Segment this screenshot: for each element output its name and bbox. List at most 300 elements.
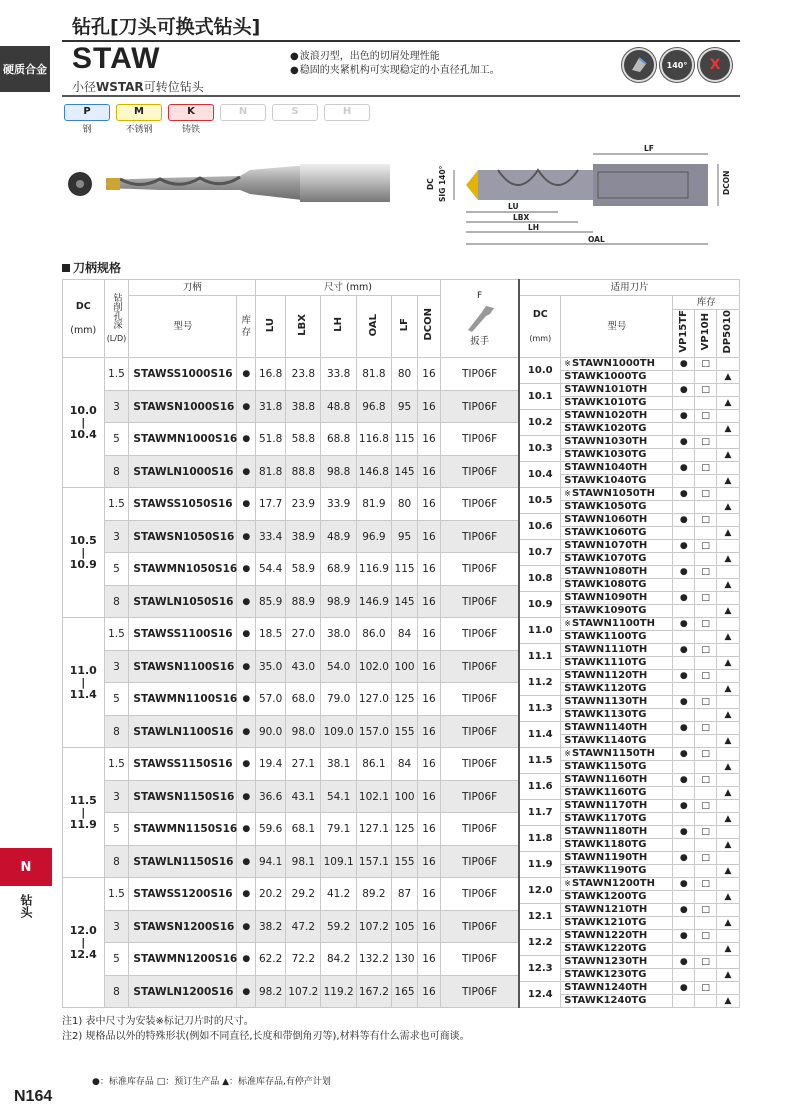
holder-model: STAWMN1000S16 [129,423,237,456]
grade-2-stock: □ [695,774,717,787]
holder-model: STAWSN1150S16 [129,780,237,813]
holder-model: STAWMN1050S16 [129,553,237,586]
section-tab[interactable]: N [0,848,52,886]
stock-legend: ●：标准库存品 □：预订生产品 ▲：标准库存品,有停产计划 [92,1077,331,1087]
grade-1-stock: ● [673,566,695,579]
grade-2-stock: □ [695,956,717,969]
holder-lf: 100 [392,780,418,813]
insert-model: STAWK1100TG [561,631,673,644]
insert-model: STAWN1090TH [561,592,673,605]
group-dc: 10.0 | 10.4 [63,358,105,488]
grade-2-stock: □ [695,722,717,735]
insert-model: STAWK1010TG [561,397,673,410]
grade-3-stock [716,826,739,839]
th-grade-3: DP5010 [721,310,733,354]
grade-1-stock: ● [673,748,695,761]
insert-dc: 10.1 [519,384,561,410]
group-dc: 12.0 | 12.4 [63,878,105,1008]
category-title: 钻孔[刀头可换式钻头] [72,16,261,38]
holder-stock: ● [237,488,256,521]
holder-lh: 79.1 [321,813,356,846]
grade-1-stock: ● [673,930,695,943]
grade-3-stock: ▲ [716,397,739,410]
grade-2-stock [695,423,717,436]
insert-dc: 11.3 [519,696,561,722]
grade-1-stock [673,449,695,462]
material-code: H [324,104,370,121]
holder-oal: 157.1 [356,845,391,878]
holder-stock: ● [237,780,256,813]
holder-lu: 85.9 [256,585,286,618]
grade-1-stock: ● [673,488,695,501]
grade-2-stock: □ [695,800,717,813]
holder-lu: 57.0 [256,683,286,716]
insert-dc: 11.4 [519,722,561,748]
holder-oal: 81.8 [356,358,391,391]
insert-dc: 10.9 [519,592,561,618]
holder-lf: 145 [392,585,418,618]
holder-dcon: 16 [418,683,441,716]
holder-oal: 89.2 [356,878,391,911]
holder-lh: 38.1 [321,748,356,781]
holder-ld: 8 [104,845,129,878]
holder-dcon: 16 [418,780,441,813]
holder-oal: 146.8 [356,455,391,488]
holder-lf: 155 [392,845,418,878]
holder-lbx: 23.9 [286,488,321,521]
insert-dc: 11.8 [519,826,561,852]
holder-stock: ● [237,650,256,683]
grade-3-stock [716,592,739,605]
holder-lf: 84 [392,748,418,781]
grade-3-stock: ▲ [716,423,739,436]
spec-table [62,279,740,1008]
holder-lh: 68.9 [321,553,356,586]
holder-wrench: TIP06F [440,878,519,911]
holder-ld: 8 [104,455,129,488]
holder-lf: 80 [392,488,418,521]
th-ins-stock: 库存 [673,296,740,310]
grade-1-stock [673,735,695,748]
holder-lh: 38.0 [321,618,356,651]
grade-2-stock [695,969,717,982]
grade-3-stock: ▲ [716,527,739,540]
grade-3-stock [716,982,739,995]
holder-oal: 86.1 [356,748,391,781]
holder-lu: 36.6 [256,780,286,813]
holder-lf: 115 [392,553,418,586]
feature-list [290,50,500,78]
grade-3-stock: ▲ [716,553,739,566]
holder-oal: 146.9 [356,585,391,618]
insert-icon [622,48,656,82]
holder-wrench: TIP06F [440,423,519,456]
table-row [63,553,740,560]
holder-lu: 31.8 [256,390,286,423]
material-p [64,104,110,133]
insert-dc: 10.6 [519,514,561,540]
holder-stock: ● [237,520,256,553]
grade-2-stock [695,709,717,722]
insert-model: STAWK1070TG [561,553,673,566]
grade-1-stock: ● [673,514,695,527]
insert-dc: 10.2 [519,410,561,436]
holder-lf: 130 [392,943,418,976]
grade-3-stock [716,410,739,423]
holder-wrench: TIP06F [440,585,519,618]
holder-lh: 84.2 [321,943,356,976]
holder-lu: 35.0 [256,650,286,683]
grade-1-stock: ● [673,722,695,735]
grade-1-stock [673,553,695,566]
grade-1-stock: ● [673,774,695,787]
holder-model: STAWSN1100S16 [129,650,237,683]
grade-1-stock: ● [673,670,695,683]
holder-lh: 54.0 [321,650,356,683]
grade-3-stock: ▲ [716,657,739,670]
holder-lh: 109.0 [321,715,356,748]
insert-model: STAWN1140TH [561,722,673,735]
insert-model: STAWK1170TG [561,813,673,826]
grade-2-stock: □ [695,514,717,527]
grade-1-stock [673,995,695,1008]
holder-stock: ● [237,618,256,651]
th-grade-2: VP10H [699,313,711,351]
grade-1-stock: ● [673,540,695,553]
insert-model: STAWK1240TG [561,995,673,1008]
holder-oal: 102.1 [356,780,391,813]
grade-2-stock: □ [695,748,717,761]
holder-dcon: 16 [418,943,441,976]
th-insert: 适用刀片 [519,280,739,296]
holder-stock: ● [237,910,256,943]
holder-lu: 19.4 [256,748,286,781]
grade-3-stock: ▲ [716,735,739,748]
holder-oal: 116.9 [356,553,391,586]
grade-1-stock [673,397,695,410]
holder-lf: 95 [392,390,418,423]
holder-model: STAWLN1200S16 [129,975,237,1008]
holder-stock: ● [237,358,256,391]
grade-3-stock [716,722,739,735]
holder-lbx: 38.8 [286,390,321,423]
grade-1-stock [673,891,695,904]
grade-2-stock [695,371,717,384]
insert-dc: 11.2 [519,670,561,696]
dim-oal: OAL [588,235,605,244]
holder-wrench: TIP06F [440,618,519,651]
holder-dcon: 16 [418,585,441,618]
insert-model: STAWK1120TG [561,683,673,696]
footnotes [62,1014,470,1044]
grade-2-stock [695,813,717,826]
insert-model: STAWK1040TG [561,475,673,488]
footnote: 注2) 规格品以外的特殊形状(例如不同直径,长度和带倒角刃等),材料等有什么需求也可商谈。 [62,1031,470,1042]
grade-1-stock: ● [673,644,695,657]
holder-lbx: 72.2 [286,943,321,976]
grade-1-stock [673,501,695,514]
grade-1-stock: ● [673,592,695,605]
grade-1-stock: ● [673,618,695,631]
holder-dcon: 16 [418,618,441,651]
holder-model: STAWLN1150S16 [129,845,237,878]
grade-2-stock: □ [695,930,717,943]
grade-1-stock: ● [673,462,695,475]
insert-model: STAWN1010TH [561,384,673,397]
insert-model: ※STAWN1100TH [561,618,673,631]
grade-1-stock [673,579,695,592]
holder-lu: 90.0 [256,715,286,748]
holder-lbx: 38.9 [286,520,321,553]
grade-1-stock [673,475,695,488]
holder-stock: ● [237,975,256,1008]
grade-1-stock [673,683,695,696]
insert-dc: 11.6 [519,774,561,800]
holder-lh: 98.8 [321,455,356,488]
spec-heading: 刀柄规格 [62,259,121,276]
insert-model: STAWK1130TG [561,709,673,722]
insert-dc: 12.0 [519,878,561,904]
grade-2-stock [695,787,717,800]
holder-lbx: 107.2 [286,975,321,1008]
holder-wrench: TIP06F [440,748,519,781]
holder-model: STAWSN1000S16 [129,390,237,423]
holder-model: STAWMN1100S16 [129,683,237,716]
holder-ld: 3 [104,650,129,683]
holder-oal: 127.0 [356,683,391,716]
insert-model: STAWK1020TG [561,423,673,436]
grade-2-stock [695,397,717,410]
th-stock: 库存 [237,296,256,358]
holder-lh: 54.1 [321,780,356,813]
dim-lu: LU [508,202,519,211]
grade-3-stock [716,670,739,683]
holder-lh: 98.9 [321,585,356,618]
grade-2-stock: □ [695,488,717,501]
grade-3-stock [716,514,739,527]
holder-lf: 145 [392,455,418,488]
insert-model: STAWK1180TG [561,839,673,852]
grade-1-stock [673,787,695,800]
table-row [63,618,740,625]
grade-3-stock: ▲ [716,865,739,878]
holder-lf: 125 [392,813,418,846]
holder-lh: 109.1 [321,845,356,878]
holder-stock: ● [237,553,256,586]
holder-lh: 41.2 [321,878,356,911]
holder-dcon: 16 [418,813,441,846]
header-rule [62,40,740,42]
holder-stock: ● [237,715,256,748]
grade-3-stock: ▲ [716,631,739,644]
grade-1-stock [673,423,695,436]
dimension-diagram [418,140,744,252]
holder-model: STAWMN1200S16 [129,943,237,976]
material-h [324,104,370,133]
holder-lbx: 43.1 [286,780,321,813]
insert-model: STAWN1160TH [561,774,673,787]
dim-sig: SIG 140° [438,165,447,202]
holder-ld: 5 [104,943,129,976]
insert-model: STAWN1110TH [561,644,673,657]
holder-dcon: 16 [418,878,441,911]
material-n [220,104,266,133]
grade-2-stock: □ [695,904,717,917]
grade-3-stock: ▲ [716,891,739,904]
holder-oal: 102.0 [356,650,391,683]
material-code: K [168,104,214,121]
grade-2-stock [695,865,717,878]
grade-1-stock [673,865,695,878]
holder-ld: 8 [104,975,129,1008]
grade-1-stock: ● [673,436,695,449]
holder-model: STAWLN1050S16 [129,585,237,618]
th-model: 型号 [129,296,237,358]
grade-3-stock: ▲ [716,371,739,384]
grade-1-stock: ● [673,384,695,397]
grade-3-stock [716,462,739,475]
holder-lbx: 68.0 [286,683,321,716]
grade-2-stock [695,579,717,592]
insert-model: STAWK1080TG [561,579,673,592]
insert-model: STAWN1230TH [561,956,673,969]
grade-3-stock [716,774,739,787]
holder-ld: 5 [104,553,129,586]
holder-lu: 59.6 [256,813,286,846]
material-code: S [272,104,318,121]
side-category-tab: 硬质合金 [0,46,50,92]
holder-ld: 1.5 [104,748,129,781]
grade-3-stock: ▲ [716,787,739,800]
grade-1-stock: ● [673,800,695,813]
material-m [116,104,162,133]
grade-2-stock [695,995,717,1008]
grade-2-stock [695,761,717,774]
grade-2-stock [695,943,717,956]
th-ins-model: 型号 [561,296,673,358]
insert-dc: 10.4 [519,462,561,488]
holder-lh: 68.8 [321,423,356,456]
insert-dc: 12.4 [519,982,561,1008]
holder-wrench: TIP06F [440,845,519,878]
grade-3-stock [716,618,739,631]
grade-1-stock: ● [673,904,695,917]
holder-lbx: 29.2 [286,878,321,911]
holder-lbx: 58.8 [286,423,321,456]
grade-3-stock: ▲ [716,501,739,514]
holder-wrench: TIP06F [440,553,519,586]
material-code: M [116,104,162,121]
grade-2-stock: □ [695,878,717,891]
material-code: P [64,104,110,121]
grade-3-stock [716,696,739,709]
grade-1-stock: ● [673,410,695,423]
holder-lf: 115 [392,423,418,456]
page-number: N164 [14,1088,53,1105]
material-label [220,122,266,133]
holder-oal: 116.8 [356,423,391,456]
holder-lh: 48.9 [321,520,356,553]
holder-oal: 81.9 [356,488,391,521]
holder-wrench: TIP06F [440,650,519,683]
insert-model: STAWN1030TH [561,436,673,449]
grade-2-stock: □ [695,696,717,709]
holder-ld: 5 [104,423,129,456]
grade-1-stock [673,813,695,826]
insert-dc: 10.3 [519,436,561,462]
grade-2-stock: □ [695,410,717,423]
grade-2-stock [695,839,717,852]
grade-1-stock: ● [673,878,695,891]
grade-1-stock: ● [673,982,695,995]
insert-model: STAWN1180TH [561,826,673,839]
holder-lu: 18.5 [256,618,286,651]
holder-oal: 86.0 [356,618,391,651]
insert-model: STAWN1210TH [561,904,673,917]
holder-lf: 165 [392,975,418,1008]
insert-model: STAWN1190TH [561,852,673,865]
insert-dc: 11.1 [519,644,561,670]
grade-3-stock: ▲ [716,761,739,774]
grade-2-stock: □ [695,358,717,371]
holder-stock: ● [237,813,256,846]
holder-lf: 84 [392,618,418,651]
grade-1-stock [673,371,695,384]
insert-dc: 10.0 [519,358,561,384]
insert-model: STAWK1110TG [561,657,673,670]
insert-model: STAWN1170TH [561,800,673,813]
holder-dcon: 16 [418,358,441,391]
holder-ld: 3 [104,910,129,943]
grade-3-stock [716,540,739,553]
holder-model: STAWSS1200S16 [129,878,237,911]
insert-model: ※STAWN1050TH [561,488,673,501]
dim-dcon: DCON [722,170,731,195]
dim-lh: LH [528,223,540,232]
insert-dc: 11.0 [519,618,561,644]
holder-ld: 5 [104,683,129,716]
material-label: 铸铁 [181,125,200,135]
holder-lf: 95 [392,520,418,553]
holder-ld: 3 [104,780,129,813]
group-dc: 11.5 | 11.9 [63,748,105,878]
holder-ld: 1.5 [104,358,129,391]
grade-1-stock [673,709,695,722]
insert-model: STAWN1020TH [561,410,673,423]
holder-oal: 107.2 [356,910,391,943]
material-badges [64,104,370,133]
holder-dcon: 16 [418,390,441,423]
holder-lbx: 68.1 [286,813,321,846]
grade-1-stock [673,969,695,982]
holder-lbx: 27.1 [286,748,321,781]
insert-dc: 11.7 [519,800,561,826]
th-holder: 刀柄 [129,280,256,296]
th-depth: 钻削孔深 (L/D) [104,280,129,358]
grade-2-stock [695,683,717,696]
holder-dcon: 16 [418,910,441,943]
table-row [63,813,740,820]
holder-model: STAWLN1100S16 [129,715,237,748]
grade-2-stock [695,735,717,748]
holder-lbx: 88.9 [286,585,321,618]
grade-3-stock: ▲ [716,995,739,1008]
table-row [63,358,740,365]
material-s [272,104,318,133]
grade-3-stock [716,852,739,865]
grade-3-stock: ▲ [716,683,739,696]
holder-ld: 5 [104,813,129,846]
